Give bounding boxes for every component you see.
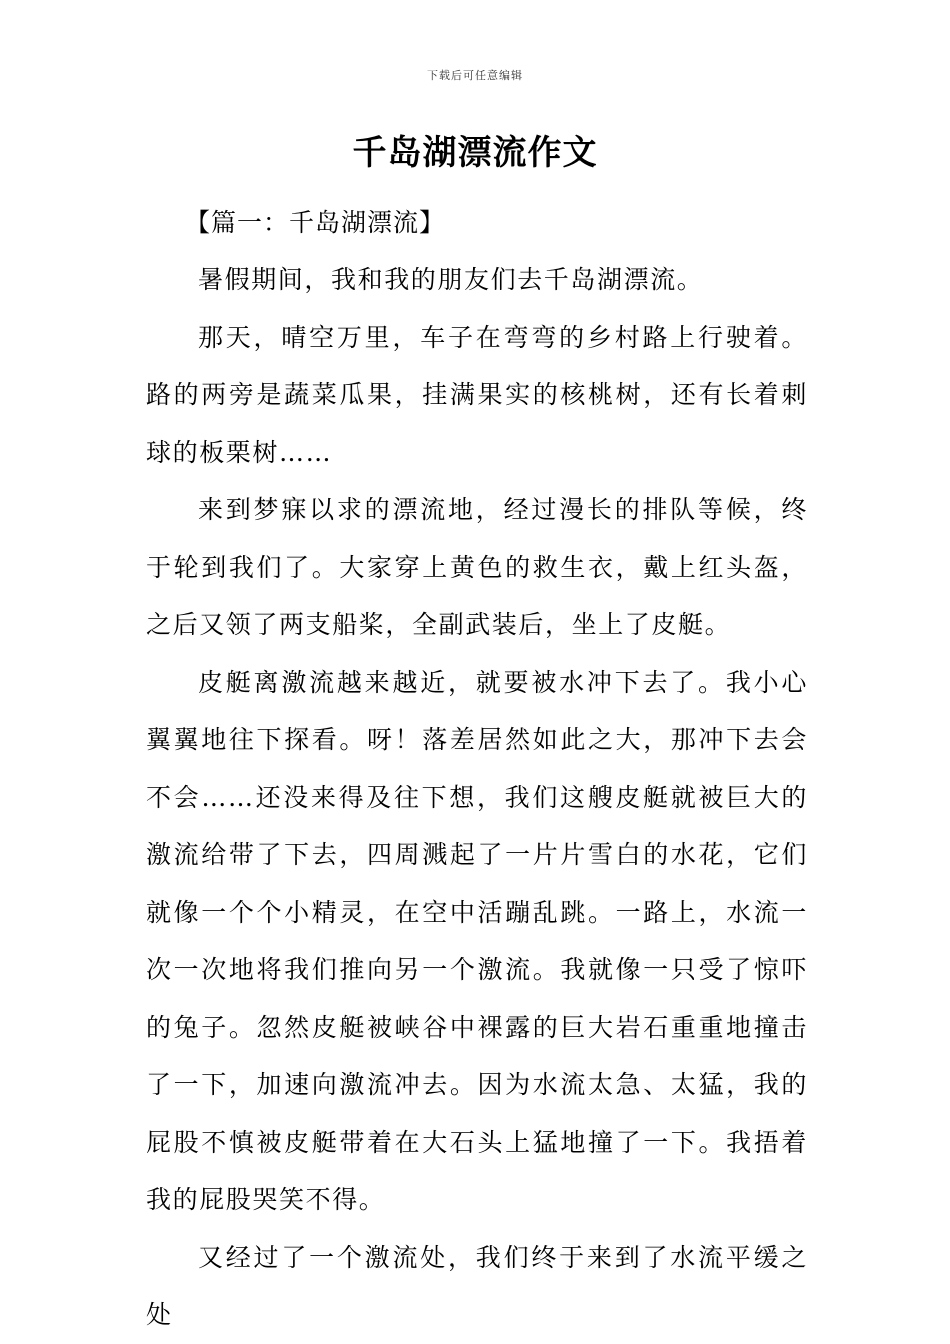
article-body bbox=[146, 251, 808, 1344]
section-heading: 【篇一：千岛湖漂流】 bbox=[185, 208, 446, 237]
paragraph-4: 皮艇离激流越来越近，就要被水冲下去了。我小心翼翼地往下探看。呀！落差居然如此之大，那冲下去会不会……还没来得及往下想，我们这艘皮艇就被巨大的激流给带了下去，四周溅起了一片片雪白的水花，它们就像一个个小精灵，在空中活蹦乱跳。一路上，水流一次一次地将我们推向另一个激流。我就像一只受了惊吓的兔子。忽然皮艇被峡谷中裸露的巨大岩石重重地撞击了一下，加速向激流冲去。因为水流太急、太猛，我的屁股不慎被皮艇带着在大石头上猛地撞了一下。我捂着我的屁股哭笑不得。 bbox=[146, 667, 808, 1214]
document-title: 千岛湖漂流作文 bbox=[352, 133, 598, 173]
paragraph-3: 来到梦寐以求的漂流地，经过漫长的排队等候，终于轮到我们了。大家穿上黄色的救生衣，戴上红头盔，之后又领了两支船桨，全副武装后，坐上了皮艇。 bbox=[146, 495, 808, 639]
paragraph-5: 又经过了一个激流处，我们终于来到了水流平缓之处 bbox=[146, 1242, 808, 1329]
header-note: 下载后可任意编辑 bbox=[427, 69, 523, 82]
paragraph-1: 暑假期间，我和我的朋友们去千岛湖漂流。 bbox=[198, 265, 704, 294]
paragraph-2: 那天，晴空万里，车子在弯弯的乡村路上行驶着。路的两旁是蔬菜瓜果，挂满果实的核桃树，还有长着刺球的板栗树…… bbox=[146, 322, 808, 467]
